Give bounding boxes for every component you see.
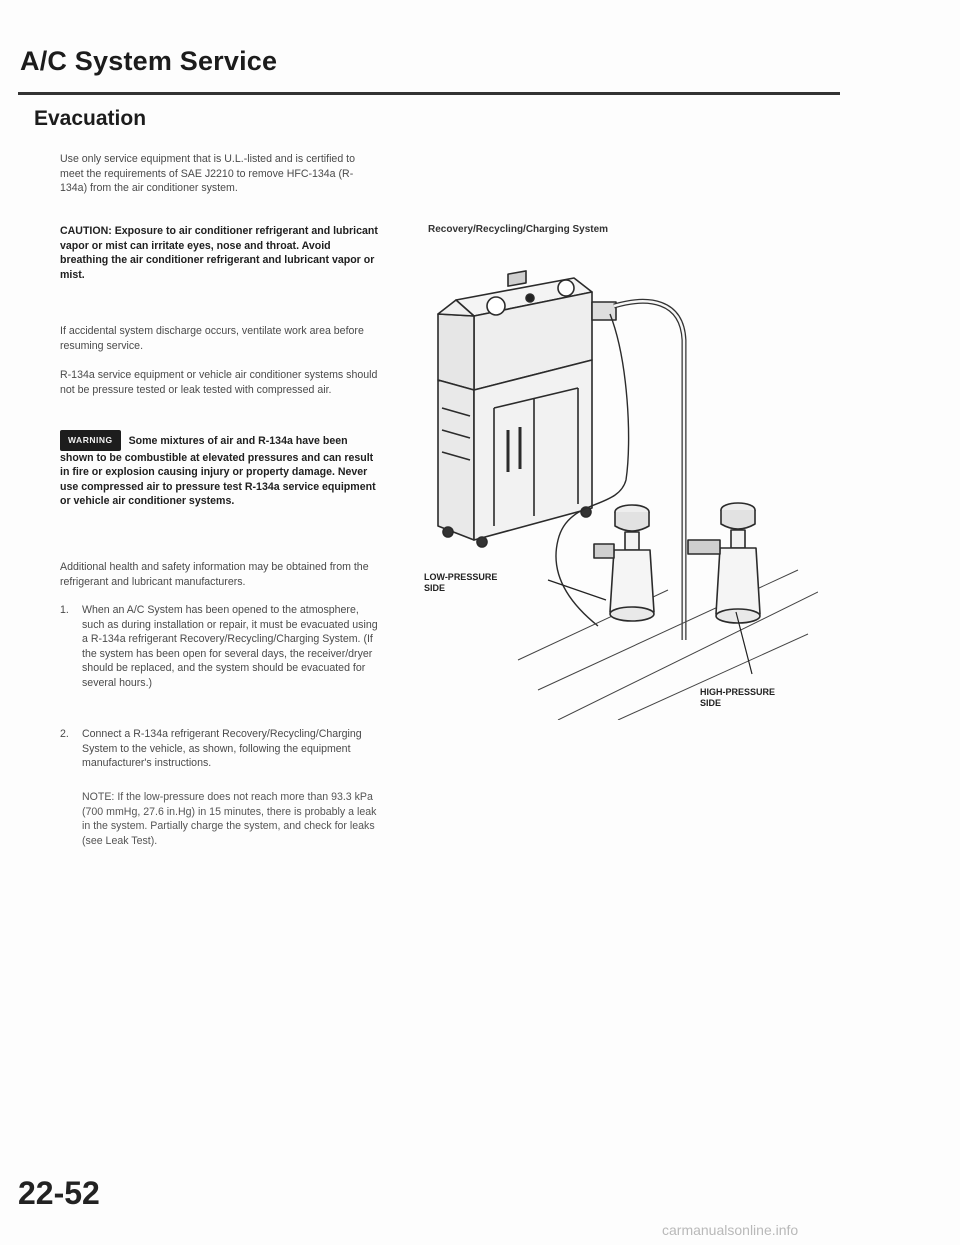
page-number: 22-52: [18, 1175, 100, 1211]
recovery-system-diagram: [418, 240, 818, 720]
pressure-test-text: R-134a service equipment or vehicle air conditioner systems should not be pressure tested or leak tested with compressed air.: [60, 369, 378, 396]
watermark: carmanualsonline.info: [662, 1222, 799, 1238]
step-2: [60, 727, 380, 771]
note-paragraph: [82, 790, 380, 848]
step-text: Connect a R-134a refrigerant Recovery/Recycling/Charging System to the vehicle, as shown, following the equipment manufacturer's instructions.: [82, 728, 362, 770]
section-heading: Evacuation: [34, 107, 147, 130]
caution-text: CAUTION: Exposure to air conditioner refrigerant and lubricant vapor or mist can irritate eyes, nose and throat. Avoid breathing the air conditioner refrigerant and lubricant vapor or mist.: [60, 225, 378, 281]
caution-paragraph: [60, 224, 380, 282]
step-number: 1.: [60, 604, 69, 616]
step-text: When an A/C System has been opened to the atmosphere, such as during installation or repair, it must be evacuated using a R-134a refrigerant Recovery/Recycling/Charging System. (If the system has been open for several days, the receiver/dryer should be replaced, and the system should be evacuated for several hours.): [82, 604, 378, 689]
charging-cart: [438, 271, 616, 547]
high-pressure-label: HIGH-PRESSURE SIDE: [700, 687, 776, 708]
low-pressure-leader: [548, 580, 606, 600]
step-1: [60, 603, 380, 691]
warning-paragraph: [60, 430, 380, 509]
high-pressure-fitting: [688, 503, 760, 623]
page-title: A/C System Service: [20, 46, 278, 76]
ventilate-paragraph: [60, 324, 380, 353]
pressure-test-paragraph: [60, 368, 380, 397]
note-text: NOTE: If the low-pressure does not reach more than 93.3 kPa (700 mmHg, 27.6 in.Hg) in 15 minutes, there is probably a leak in the system. Partially charge the system, and check for leaks (see Leak Test).: [82, 791, 377, 847]
intro-text: Use only service equipment that is U.L.-listed and is certified to meet the requirements of SAE J2210 to remove HFC-134a (R-134a) from the air conditioner system.: [60, 153, 355, 195]
warning-badge: WARNING: [60, 430, 121, 451]
step-number: 2.: [60, 728, 69, 740]
intro-paragraph: [60, 152, 380, 196]
low-pressure-label: LOW-PRESSURE SIDE: [424, 572, 498, 593]
figure-title: Recovery/Recycling/Charging System: [428, 224, 609, 235]
low-pressure-fitting: [594, 505, 654, 621]
additional-info-paragraph: [60, 560, 380, 589]
title-rule: [18, 92, 840, 95]
ventilate-text: If accidental system discharge occurs, ventilate work area before resuming service.: [60, 325, 364, 352]
additional-info-text: Additional health and safety information may be obtained from the refrigerant and lubricant manufacturers.: [60, 561, 369, 588]
warning-text: Some mixtures of air and R-134a have been shown to be combustible at elevated pressures and can result in fire or explosion causing injury or property damage. Never use compressed air to pressure test R-134a service equipment or vehicle air conditioner systems.: [60, 435, 376, 508]
